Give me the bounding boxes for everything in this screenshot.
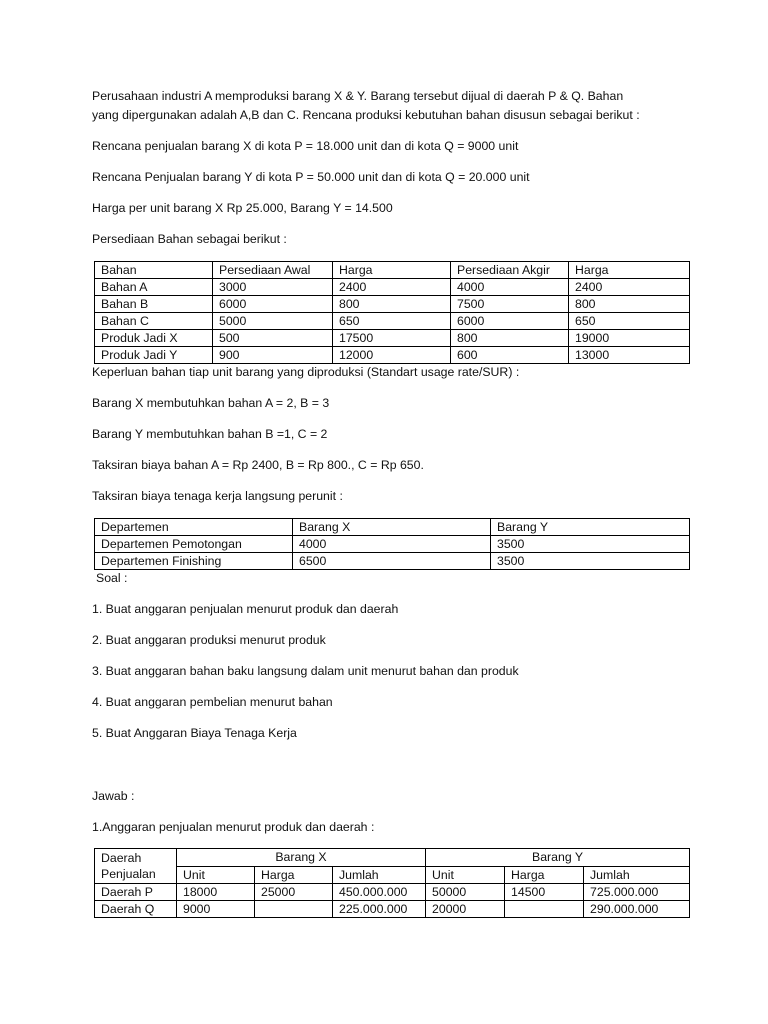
table-row [95,901,690,918]
labor-table [94,518,690,570]
sales-budget-table [94,848,690,918]
table-cell: Daerah Q [95,901,177,918]
labor-header-row [95,519,690,536]
sur-barang-x: Barang X membutuhkan bahan A = 2, B = 3 [92,396,330,410]
table-cell: Daerah P [95,884,177,901]
table-cell: 25000 [255,884,333,901]
table-cell: 725.000.000 [584,884,690,901]
material-cost-estimate: Taksiran biaya bahan A = Rp 2400, B = Rp 800., C = Rp 650. [92,458,424,472]
table-row [95,536,690,553]
table-cell: 14500 [505,884,584,901]
table-cell: Produk Jadi X [95,330,213,347]
table-cell: 290.000.000 [584,901,690,918]
table-row [95,296,690,313]
group-header-barang-x: Barang X [177,849,426,867]
table-row [95,330,690,347]
question-1: 1. Buat anggaran penjualan menurut produk dan daerah [92,602,399,616]
sales-plan-x: Rencana penjualan barang X di kota P = 18.000 unit dan di kota Q = 9000 unit [92,139,519,153]
sub-header-cell: Unit [426,867,505,884]
sales-plan-y: Rencana Penjualan barang Y di kota P = 50.000 unit dan di kota Q = 20.000 unit [92,170,530,184]
table-cell: 800 [451,330,569,347]
inventory-header-cell: Harga [569,262,690,279]
table-cell: 2400 [333,279,451,296]
table-cell: 20000 [426,901,505,918]
table-cell: 500 [213,330,333,347]
table-row [95,313,690,330]
table-cell: 19000 [569,330,690,347]
question-5: 5. Buat Anggaran Biaya Tenaga Kerja [92,726,297,740]
table-cell: Bahan A [95,279,213,296]
table-cell: Produk Jadi Y [95,347,213,364]
sales-sub-header-row [95,867,690,884]
sub-header-cell: Unit [177,867,255,884]
labor-header-cell: Barang X [293,519,491,536]
inventory-header-cell: Persediaan Awal [213,262,333,279]
answer-1-title: 1.Anggaran penjualan menurut produk dan daerah : [92,820,375,834]
table-row [95,279,690,296]
labor-header-cell: Barang Y [491,519,690,536]
table-cell: 600 [451,347,569,364]
inventory-header-cell: Persediaan Akgir [451,262,569,279]
table-cell: 9000 [177,901,255,918]
sur-title: Keperluan bahan tiap unit barang yang diproduksi (Standart usage rate/SUR) : [92,365,520,379]
sales-group-header-row [95,849,690,867]
table-cell: 17500 [333,330,451,347]
table-cell: 3000 [213,279,333,296]
table-cell: 6500 [293,553,491,570]
table-cell: 3500 [491,536,690,553]
table-cell: 5000 [213,313,333,330]
table-row [95,884,690,901]
table-cell: 225.000.000 [333,901,426,918]
sub-header-cell: Jumlah [584,867,690,884]
intro-line-1: Perusahaan industri A memproduksi barang X & Y. Barang tersebut dijual di daerah P & Q. Bahan [92,89,624,103]
table-cell: 800 [569,296,690,313]
table-cell: 900 [213,347,333,364]
table-cell: Departemen Finishing [95,553,293,570]
table-cell: 2400 [569,279,690,296]
table-cell: 18000 [177,884,255,901]
inventory-table [94,261,690,364]
table-cell: 50000 [426,884,505,901]
sub-header-cell: Harga [255,867,333,884]
table-cell: 450.000.000 [333,884,426,901]
table-cell: Bahan B [95,296,213,313]
labor-title: Taksiran biaya tenaga kerja langsung perunit : [92,489,343,503]
question-3: 3. Buat anggaran bahan baku langsung dalam unit menurut bahan dan produk [92,664,519,678]
table-cell [505,901,584,918]
table-cell: 800 [333,296,451,313]
table-cell: 4000 [451,279,569,296]
inventory-header-row [95,262,690,279]
table-cell: Departemen Pemotongan [95,536,293,553]
table-cell: Bahan C [95,313,213,330]
intro-line-2: yang dipergunakan adalah A,B dan C. Rencana produksi kebutuhan bahan disusun sebagai berikut : [92,108,640,122]
table-cell: 6000 [213,296,333,313]
sur-barang-y: Barang Y membutuhkan bahan B =1, C = 2 [92,427,328,441]
sub-header-cell: Jumlah [333,867,426,884]
sub-header-cell: Harga [505,867,584,884]
inventory-header-cell: Bahan [95,262,213,279]
table-cell: 7500 [451,296,569,313]
inventory-title: Persediaan Bahan sebagai berikut : [92,232,287,246]
inventory-header-cell: Harga [333,262,451,279]
table-cell: 650 [333,313,451,330]
region-header: Daerah Penjualan [95,849,177,884]
unit-price: Harga per unit barang X Rp 25.000, Barang Y = 14.500 [92,201,393,215]
table-cell: 4000 [293,536,491,553]
labor-header-cell: Departemen [95,519,293,536]
table-row [95,347,690,364]
table-cell: 6000 [451,313,569,330]
table-cell: 12000 [333,347,451,364]
table-cell: 13000 [569,347,690,364]
jawab-label: Jawab : [92,789,135,803]
table-cell [255,901,333,918]
question-2: 2. Buat anggaran produksi menurut produk [92,633,326,647]
table-row [95,553,690,570]
soal-label: Soal : [96,571,128,585]
table-cell: 650 [569,313,690,330]
table-cell: 3500 [491,553,690,570]
group-header-barang-y: Barang Y [426,849,690,867]
question-4: 4. Buat anggaran pembelian menurut bahan [92,695,333,709]
